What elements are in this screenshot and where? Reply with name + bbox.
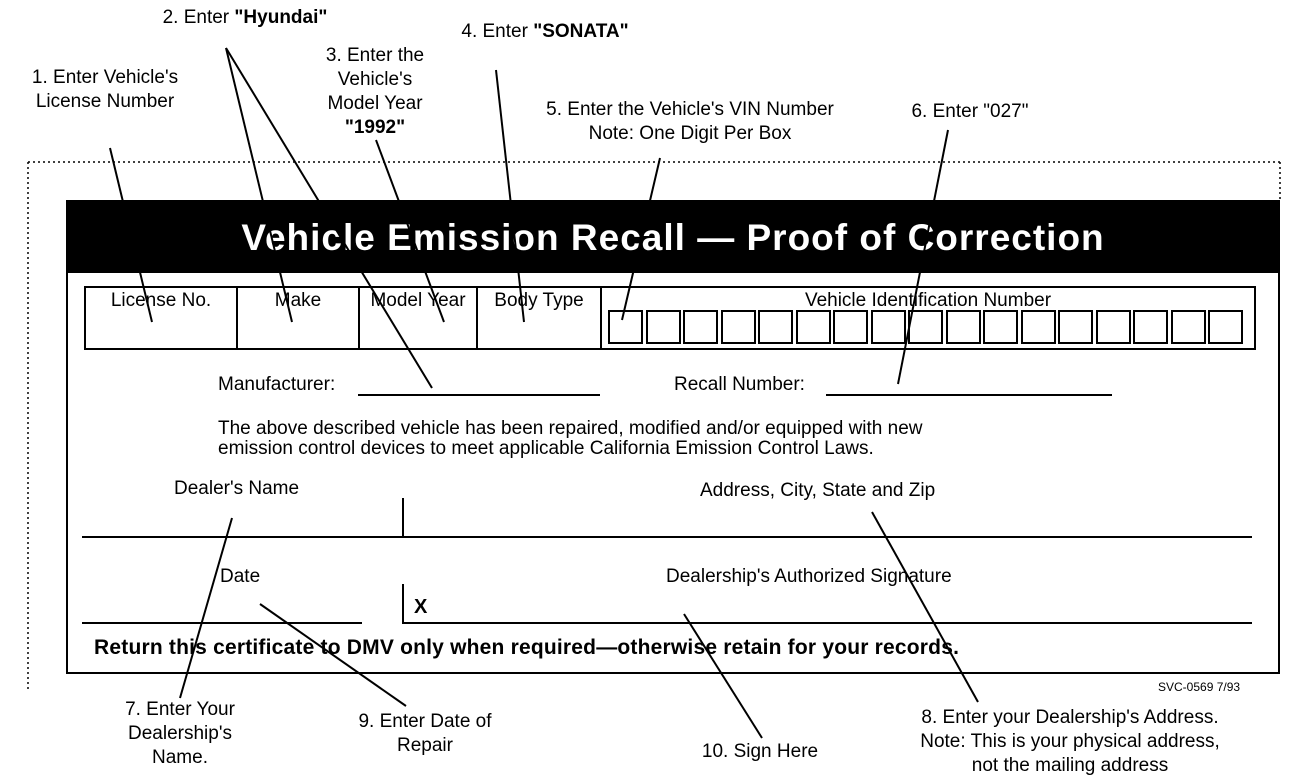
callout-8-line3: not the mailing address xyxy=(971,755,1169,776)
callout-3 xyxy=(300,44,450,140)
address-label: Address, City, State and Zip xyxy=(700,480,936,501)
callout-7-line3: Name. xyxy=(152,747,208,768)
callout-5-line2: Note: One Digit Per Box xyxy=(588,123,792,144)
make-label: Make xyxy=(274,290,322,311)
manufacturer-label: Manufacturer: xyxy=(218,374,336,395)
callout-6 xyxy=(880,100,1060,124)
callout-9-line2: Repair xyxy=(397,735,453,756)
callout-9-line1: 9. Enter Date of xyxy=(358,711,492,732)
vin-cell xyxy=(602,288,1254,348)
vin-digit-box[interactable] xyxy=(758,310,793,344)
callout-1-line1: 1. Enter Vehicle's xyxy=(31,67,179,88)
callout-8-line2: Note: This is your physical address, xyxy=(920,731,1220,752)
signature-label: Dealership's Authorized Signature xyxy=(666,566,952,587)
vin-digit-box[interactable] xyxy=(871,310,906,344)
callout-6-text: 6. Enter "027" xyxy=(911,101,1029,122)
date-field[interactable] xyxy=(82,622,362,624)
callout-3-value: "1992" xyxy=(344,117,406,138)
signature-mark: X xyxy=(414,596,428,618)
dealer-address-line[interactable] xyxy=(82,536,1252,538)
callout-9 xyxy=(330,710,520,758)
callout-5 xyxy=(500,98,880,146)
statement-line2: emission control devices to meet applicable California Emission Control Laws. xyxy=(218,438,874,459)
callout-8-line1: 8. Enter your Dealership's Address. xyxy=(921,707,1219,728)
footer-note: Return this certificate to DMV only when required—otherwise retain for your records. xyxy=(94,636,960,659)
callout-2-prefix: 2. Enter xyxy=(162,7,235,28)
vin-digit-box[interactable] xyxy=(1058,310,1093,344)
dealer-divider xyxy=(402,498,404,536)
vin-digit-box[interactable] xyxy=(796,310,831,344)
vin-digit-box[interactable] xyxy=(1171,310,1206,344)
callout-8 xyxy=(872,706,1268,778)
callout-7-line2: Dealership's xyxy=(128,723,232,744)
vin-digit-box[interactable] xyxy=(833,310,868,344)
date-label: Date xyxy=(220,566,261,587)
body-type-label: Body Type xyxy=(494,290,584,311)
model-year-label: Model Year xyxy=(370,290,466,311)
callout-2 xyxy=(130,6,360,30)
callout-2-value: "Hyundai" xyxy=(234,7,328,28)
callout-1 xyxy=(0,66,210,114)
recall-number-field[interactable] xyxy=(826,394,1112,396)
form-title: Vehicle Emission Recall — Proof of Correction xyxy=(68,202,1278,273)
callout-3-line2: Vehicle's xyxy=(337,69,413,90)
vehicle-fields-row xyxy=(84,286,1256,350)
callout-4 xyxy=(430,20,660,44)
form-code: SVC-0569 7/93 xyxy=(1158,680,1241,694)
callout-7 xyxy=(90,698,270,770)
make-cell[interactable] xyxy=(238,288,360,348)
proof-of-correction-form xyxy=(66,200,1280,674)
statement-line1: The above described vehicle has been repaired, modified and/or equipped with new xyxy=(218,418,923,439)
signature-field[interactable] xyxy=(402,622,1252,624)
callout-7-line1: 7. Enter Your xyxy=(125,699,235,720)
license-label: License No. xyxy=(110,290,212,311)
callout-10-text: 10. Sign Here xyxy=(701,741,819,762)
license-cell[interactable] xyxy=(86,288,238,348)
vin-digit-box[interactable] xyxy=(646,310,681,344)
callout-3-line1: 3. Enter the xyxy=(325,45,425,66)
manufacturer-field[interactable] xyxy=(358,394,600,396)
model-year-cell[interactable] xyxy=(360,288,478,348)
vin-digit-box[interactable] xyxy=(1096,310,1131,344)
vin-digit-box[interactable] xyxy=(683,310,718,344)
body-type-cell[interactable] xyxy=(478,288,602,348)
vin-digit-box[interactable] xyxy=(1208,310,1243,344)
callout-1-line2: License Number xyxy=(35,91,175,112)
vin-label: Vehicle Identification Number xyxy=(804,290,1052,311)
vin-digit-box[interactable] xyxy=(946,310,981,344)
callout-4-prefix: 4. Enter xyxy=(461,21,534,42)
callout-10 xyxy=(680,740,840,764)
vin-digit-box[interactable] xyxy=(608,310,643,344)
vin-digit-box[interactable] xyxy=(908,310,943,344)
date-divider xyxy=(402,584,404,622)
vin-digit-box[interactable] xyxy=(721,310,756,344)
dealer-name-label: Dealer's Name xyxy=(174,478,300,499)
callout-4-value: "SONATA" xyxy=(533,21,629,42)
recall-number-label: Recall Number: xyxy=(674,374,805,395)
callout-3-line3: Model Year xyxy=(327,93,423,114)
callout-5-line1: 5. Enter the Vehicle's VIN Number xyxy=(546,99,834,120)
vin-digit-box[interactable] xyxy=(983,310,1018,344)
vin-digit-box[interactable] xyxy=(1133,310,1168,344)
vin-digit-box[interactable] xyxy=(1021,310,1056,344)
